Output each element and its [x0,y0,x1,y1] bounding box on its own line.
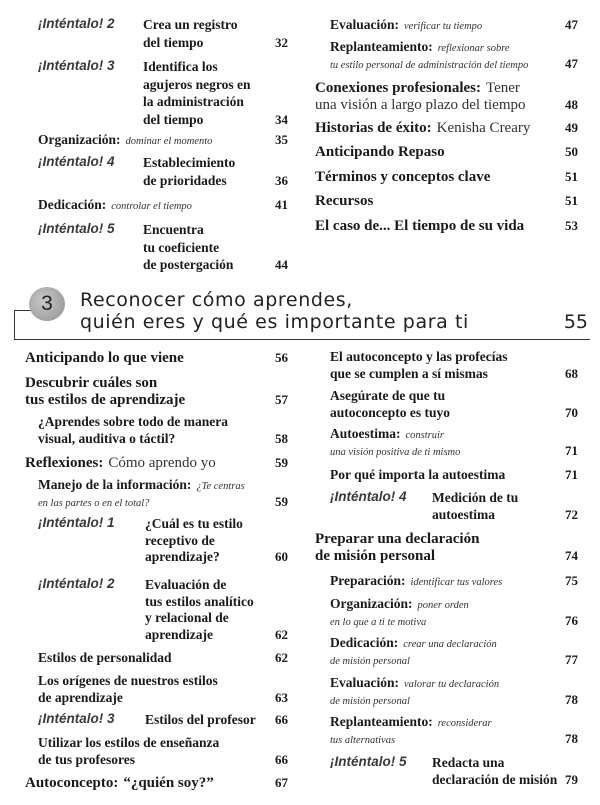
toc-entry-line [145,549,220,565]
toc-entry-text: Replanteamiento: [330,714,433,729]
toc-entry-text: autoconcepto es tuyo [330,405,450,420]
toc-entry-line [315,169,490,185]
toc-entry-line [38,690,123,706]
toc-entry-line [143,17,238,33]
toc-entry-text: Anticipando lo que viene [25,350,184,366]
toc-entry-line [432,755,504,771]
toc-entry-line [145,627,213,643]
toc-entry-text: la administración [143,94,244,109]
toc-entry-line [143,112,203,128]
toc-entry-text: Dedicación: [38,197,107,212]
toc-entry-line [38,673,218,689]
page-number: 62 [275,627,288,642]
toc-entry-text: ¿Cuál es tu estilo [145,516,243,531]
toc-entry-text: Cómo aprendo yo [108,455,216,471]
toc-entry-text: dominar el momento [125,136,213,147]
page-number: 77 [565,652,578,667]
try-it-label: ¡Inténtalo! 5 [330,754,407,769]
toc-entry-text: tus alternativas [330,735,396,746]
toc-entry-line [38,752,135,768]
chapter-page: 55 [563,311,588,333]
toc-entry-text: Preparación: [330,573,406,588]
page-number: 76 [565,613,578,628]
page-number: 71 [565,443,578,458]
page-number: 56 [275,350,288,365]
toc-entry-text: El caso de... El tiempo de su vida [315,218,525,234]
toc-entry-line [330,443,460,459]
toc-entry-line [25,775,214,791]
toc-entry-line [25,375,157,391]
toc-entry-text: del tiempo [143,35,204,50]
toc-entry-line [330,366,488,382]
toc-entry-text: de misión personal [315,548,436,564]
header-rule-vertical [14,310,15,340]
toc-entry-text: Organización: [330,596,413,611]
toc-entry-line [330,731,395,747]
toc-entry-text: ¿Aprendes sobre todo de manera [38,414,229,429]
toc-entry-line [145,577,226,593]
toc-entry-text: Términos y conceptos clave [315,169,491,185]
toc-entry-text: Los orígenes de nuestros estilos [38,673,218,688]
toc-entry-line [38,494,149,510]
toc-entry-text: Medición de tu [432,490,519,505]
page-number: 50 [565,144,578,159]
toc-entry-text: aprendizaje [145,627,213,642]
toc-entry-text: declaración de misión [432,772,558,787]
try-it-label: ¡Inténtalo! 4 [330,489,407,504]
toc-entry-line [330,596,469,612]
toc-entry-text: de postergación [143,257,234,272]
toc-entry-text: en lo que a ti te motiva [330,617,427,628]
toc-entry-line [145,533,215,549]
toc-entry-line [143,222,204,238]
toc-entry-line [330,39,510,55]
toc-entry-text: Organización: [38,132,121,147]
toc-entry-text: construir [405,430,445,441]
page-number: 57 [275,392,288,407]
page-number: 41 [275,197,288,212]
toc-entry-text: Manejo de la información: [38,477,192,492]
chapter-header [0,283,600,343]
toc-entry-line [315,120,530,136]
toc-entry-text: Identifica los [143,59,218,74]
toc-entry-text: Evaluación: [330,17,400,32]
page-number: 66 [275,752,288,767]
try-it-label: ¡Inténtalo! 3 [38,58,115,73]
toc-entry-line [38,477,245,493]
toc-entry-line [330,675,499,691]
toc-entry-line [143,155,235,171]
toc-entry-text: y relacional de [145,610,229,625]
page-number: 35 [275,132,288,147]
page-number: 59 [275,455,288,470]
toc-entry-line [145,516,243,532]
toc-entry-text: Asegúrate de que tu [330,388,446,403]
page-number: 72 [565,507,578,522]
toc-entry-line [330,573,502,589]
try-it-label: ¡Inténtalo! 2 [38,576,115,591]
toc-entry-text: agujeros negros en [143,77,251,92]
toc-entry-line [143,94,244,110]
toc-entry-text: autoestima [432,507,495,522]
page-number: 32 [275,35,288,50]
chapter-number: 3 [41,292,53,315]
toc-entry-text: controlar el tiempo [111,201,192,212]
toc-entry-line [143,257,233,273]
toc-entry-line [143,240,219,256]
chapter-title-line1: Reconocer cómo aprendes, [80,289,353,311]
toc-entry-text: poner orden [417,600,469,611]
try-it-label: ¡Inténtalo! 2 [38,16,115,31]
toc-entry-line [330,426,444,442]
toc-entry-line [330,56,528,72]
toc-entry-line [315,218,524,234]
toc-entry-line [145,712,256,728]
toc-entry-line [330,635,497,651]
toc-entry-text: Conexiones profesionales: [315,80,481,96]
toc-entry-line [145,594,254,610]
page-number: 49 [565,120,578,135]
toc-entry-line [330,388,445,404]
page-number: 51 [565,193,578,208]
toc-entry-line [432,507,495,523]
toc-entry-text: reconsiderar [437,718,492,729]
toc-entry-line [143,173,227,189]
toc-entry-text: una visión positiva de ti mismo [330,447,461,458]
toc-entry-text: en las partes o en el total? [38,498,150,509]
toc-entry-line [145,610,229,626]
toc-entry-text: visual, auditiva o táctil? [38,431,176,446]
toc-entry-line [330,692,410,708]
try-it-label: ¡Inténtalo! 4 [38,154,115,169]
page-number: 36 [275,173,288,188]
toc-entry-text: de prioridades [143,173,227,188]
page-number: 59 [275,494,288,509]
toc-entry-line [330,467,505,483]
toc-entry-text: Anticipando Repaso [315,144,445,160]
page-number: 79 [565,772,578,787]
page-number: 74 [565,548,578,563]
toc-entry-text: Autoestima: [330,426,401,441]
toc-entry-line [315,548,435,564]
toc-entry-text: reflexionar sobre [437,43,510,54]
toc-entry-text: verificar tu tiempo [404,21,483,32]
toc-entry-line [38,650,172,666]
page-number: 62 [275,650,288,665]
page-number: 53 [565,218,578,233]
toc-entry-text: Redacta una [432,755,505,770]
chapter-number-badge [29,287,65,321]
toc-entry-line [38,132,212,148]
toc-entry-text: Kenisha Creary [436,120,531,136]
toc-entry-text: de tus profesores [38,752,135,767]
toc-entry-text: tus estilos analítico [145,594,254,609]
toc-entry-text: Establecimiento [143,155,236,170]
toc-entry-text: Dedicación: [330,635,399,650]
toc-entry-line [315,531,479,547]
header-rule-bottom [14,339,590,340]
page-number: 34 [275,112,288,127]
toc-entry-text: de aprendizaje [38,690,123,705]
page-number: 63 [275,690,288,705]
toc-entry-text: Evaluación: [330,675,400,690]
page-number: 71 [565,467,578,482]
toc-entry-text: “¿quién soy?” [123,775,214,791]
toc-entry-line [315,97,526,113]
toc-entry-text: Historias de éxito: [315,120,432,136]
toc-entry-text: Reflexiones: [25,455,104,471]
toc-entry-text: Recursos [315,193,374,209]
toc-entry-text: Preparar una declaración [315,531,480,547]
toc-entry-line [432,490,518,506]
toc-entry-text: valorar tu declaración [404,679,500,690]
toc-entry-text: Evaluación de [145,577,227,592]
toc-entry-line [25,350,184,366]
toc-entry-text: Utilizar los estilos de enseñanza [38,735,220,750]
toc-entry-text: identificar tus valores [410,577,503,588]
toc-entry-text: tu coeficiente [143,240,220,255]
toc-entry-line [25,392,185,408]
page-number: 68 [565,366,578,381]
toc-entry-line [330,405,450,421]
toc-entry-line [315,144,445,160]
toc-entry-text: crear una declaración [403,639,497,650]
page-number: 78 [565,731,578,746]
page-number: 66 [275,712,288,727]
toc-entry-text: de misión personal [330,656,410,667]
toc-entry-text: Crea un registro [143,17,238,32]
toc-entry-text: que se cumplen a sí mismas [330,366,488,381]
page-number: 44 [275,257,288,272]
toc-entry-line [38,431,175,447]
page-number: 67 [275,775,288,790]
toc-entry-text: aprendizaje? [145,549,220,564]
toc-entry-text: Autoconcepto: [25,775,119,791]
toc-entry-text: tus estilos de aprendizaje [25,392,186,408]
toc-entry-text: ¿Te centras [196,481,245,492]
toc-entry-line [330,714,492,730]
toc-entry-line [143,77,251,93]
page-number: 58 [275,431,288,446]
toc-entry-line [315,193,373,209]
toc-entry-line [432,772,557,788]
toc-entry-text: Estilos de personalidad [38,650,172,665]
toc-entry-text: Encuentra [143,222,204,237]
toc-entry-text: receptivo de [145,533,215,548]
toc-entry-line [330,349,508,365]
page-number: 75 [565,573,578,588]
page-number: 78 [565,692,578,707]
toc-entry-line [143,35,203,51]
toc-entry-line [330,613,426,629]
toc-entry-text: Por qué importa la autoestima [330,467,506,482]
page-number: 47 [565,17,578,32]
toc-entry-line [38,735,219,751]
toc-entry-text: del tiempo [143,112,204,127]
toc-entry-text: Estilos del profesor [145,712,256,727]
toc-entry-line [330,652,410,668]
chapter-title-line2: quién eres y qué es importante para ti [80,311,469,333]
toc-entry-text: tu estilo personal de administración del tiempo [330,60,529,71]
toc-entry-line [143,59,218,75]
try-it-label: ¡Inténtalo! 3 [38,711,115,726]
toc-entry-text: una visión a largo plazo del tiempo [315,97,526,113]
toc-entry-text: de misión personal [330,696,410,707]
page-number: 51 [565,169,578,184]
toc-entry-line [315,80,520,96]
toc-entry-text: Tener [485,80,520,96]
page-number: 48 [565,97,578,112]
page-number: 70 [565,405,578,420]
toc-entry-line [330,17,482,33]
toc-entry-text: Replanteamiento: [330,39,433,54]
page-number: 60 [275,549,288,564]
toc-entry-text: El autoconcepto y las profecías [330,349,508,364]
toc-entry-text: Descubrir cuáles son [25,375,158,391]
try-it-label: ¡Inténtalo! 1 [38,515,115,530]
try-it-label: ¡Inténtalo! 5 [38,221,115,236]
toc-entry-line [38,197,192,213]
toc-entry-line [38,414,228,430]
toc-entry-line [25,455,216,471]
page-number: 47 [565,56,578,71]
